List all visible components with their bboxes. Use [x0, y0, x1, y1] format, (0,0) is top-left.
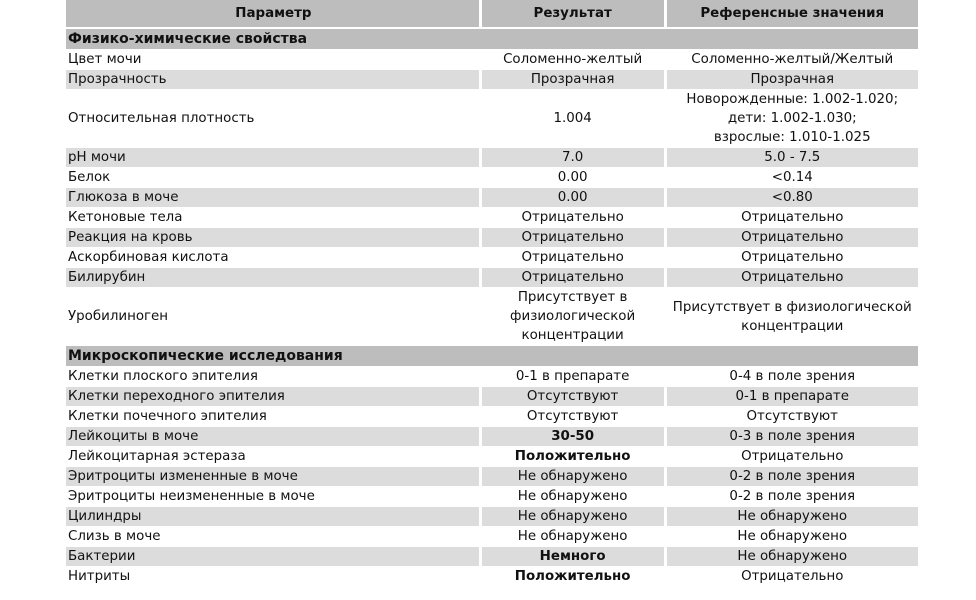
table-row: [66, 228, 918, 248]
reference-cell: 0-4 в поле зрения: [667, 367, 919, 387]
table-row: [66, 70, 918, 90]
param-cell: Реакция на кровь: [66, 228, 482, 248]
result-cell: 30-50: [482, 427, 667, 447]
reference-cell: Отрицательно: [667, 567, 919, 587]
result-cell: Отрицательно: [482, 208, 667, 228]
param-cell: pH мочи: [66, 148, 482, 168]
reference-cell: [667, 288, 919, 346]
reference-line: Присутствует в физиологической: [672, 299, 912, 315]
table-row: [66, 268, 918, 288]
reference-cell: 0-3 в поле зрения: [667, 427, 919, 447]
result-cell: 0.00: [482, 188, 667, 208]
section-title: Микроскопические исследования: [66, 346, 918, 367]
table-row: [66, 407, 918, 427]
reference-cell: Отрицательно: [667, 228, 919, 248]
reference-cell: Не обнаружено: [667, 547, 919, 567]
table-body: [66, 29, 918, 587]
reference-cell: <0.80: [667, 188, 919, 208]
table-row: [66, 148, 918, 168]
reference-cell: 0-2 в поле зрения: [667, 467, 919, 487]
section-header: [66, 29, 918, 50]
param-cell: Глюкоза в моче: [66, 188, 482, 208]
header-reference: Референсные значения: [667, 0, 919, 29]
reference-cell: Не обнаружено: [667, 527, 919, 547]
param-cell: Эритроциты измененные в моче: [66, 467, 482, 487]
result-cell: Соломенно-желтый: [482, 50, 667, 70]
param-cell: Кетоновые тела: [66, 208, 482, 228]
reference-cell: 0-1 в препарате: [667, 387, 919, 407]
param-cell: Клетки почечного эпителия: [66, 407, 482, 427]
table-row: [66, 427, 918, 447]
result-cell: 0-1 в препарате: [482, 367, 667, 387]
result-cell: Не обнаружено: [482, 467, 667, 487]
reference-line: Новорожденные: 1.002-1.020;: [686, 92, 899, 107]
reference-cell: [667, 90, 919, 148]
header-param: Параметр: [66, 0, 482, 29]
param-cell: Лейкоциты в моче: [66, 427, 482, 447]
table-row: [66, 567, 918, 587]
reference-cell: <0.14: [667, 168, 919, 188]
table-row: [66, 188, 918, 208]
result-cell: [482, 288, 667, 346]
table-row: [66, 90, 918, 148]
result-cell: 7.0: [482, 148, 667, 168]
param-cell: Билирубин: [66, 268, 482, 288]
result-line: концентрации: [521, 328, 624, 343]
result-cell: Отсутствуют: [482, 407, 667, 427]
reference-line: дети: 1.002-1.030;: [727, 111, 857, 126]
table-row: [66, 367, 918, 387]
table-row: [66, 50, 918, 70]
table-row: [66, 168, 918, 188]
table-row: [66, 248, 918, 268]
table-row: [66, 467, 918, 487]
reference-cell: 0-2 в поле зрения: [667, 487, 919, 507]
table-row: [66, 547, 918, 567]
reference-cell: Отрицательно: [667, 268, 919, 288]
param-cell: Клетки переходного эпителия: [66, 387, 482, 407]
result-line: Присутствует в: [517, 290, 628, 305]
param-cell: Слизь в моче: [66, 527, 482, 547]
reference-cell: Отрицательно: [667, 447, 919, 467]
reference-cell: Не обнаружено: [667, 507, 919, 527]
header-result: Результат: [482, 0, 667, 29]
param-cell: Прозрачность: [66, 70, 482, 90]
result-cell: Отрицательно: [482, 268, 667, 288]
table-header-row: [66, 0, 918, 29]
section-header: [66, 346, 918, 367]
reference-cell: Отсутствуют: [667, 407, 919, 427]
reference-cell: 5.0 - 7.5: [667, 148, 919, 168]
table-row: [66, 507, 918, 527]
result-cell: Не обнаружено: [482, 507, 667, 527]
param-cell: Относительная плотность: [66, 90, 482, 148]
table-row: [66, 527, 918, 547]
param-cell: Белок: [66, 168, 482, 188]
param-cell: Цилиндры: [66, 507, 482, 527]
result-line: физиологической: [510, 309, 636, 324]
reference-cell: Отрицательно: [667, 248, 919, 268]
result-cell: Отрицательно: [482, 228, 667, 248]
result-cell: 0.00: [482, 168, 667, 188]
result-cell: Не обнаружено: [482, 527, 667, 547]
param-cell: Эритроциты неизмененные в моче: [66, 487, 482, 507]
result-cell: Немного: [482, 547, 667, 567]
table-row: [66, 447, 918, 467]
table-row: [66, 487, 918, 507]
result-cell: Прозрачная: [482, 70, 667, 90]
reference-cell: Отрицательно: [667, 208, 919, 228]
param-cell: Бактерии: [66, 547, 482, 567]
param-cell: Нитриты: [66, 567, 482, 587]
section-title: Физико-химические свойства: [66, 29, 918, 50]
param-cell: Лейкоцитарная эстераза: [66, 447, 482, 467]
result-cell: Положительно: [482, 567, 667, 587]
result-cell: 1.004: [482, 90, 667, 148]
table-row: [66, 387, 918, 407]
reference-line: концентрации: [741, 318, 844, 334]
result-cell: Отрицательно: [482, 248, 667, 268]
reference-cell: Соломенно-желтый/Желтый: [667, 50, 919, 70]
param-cell: Уробилиноген: [66, 288, 482, 346]
reference-line: взрослые: 1.010-1.025: [713, 130, 871, 145]
urinalysis-results-table: [66, 0, 918, 587]
param-cell: Аскорбиновая кислота: [66, 248, 482, 268]
table-row: [66, 288, 918, 346]
param-cell: Цвет мочи: [66, 50, 482, 70]
param-cell: Клетки плоского эпителия: [66, 367, 482, 387]
table-row: [66, 208, 918, 228]
result-cell: Отсутствуют: [482, 387, 667, 407]
result-cell: Не обнаружено: [482, 487, 667, 507]
result-cell: Положительно: [482, 447, 667, 467]
reference-cell: Прозрачная: [667, 70, 919, 90]
